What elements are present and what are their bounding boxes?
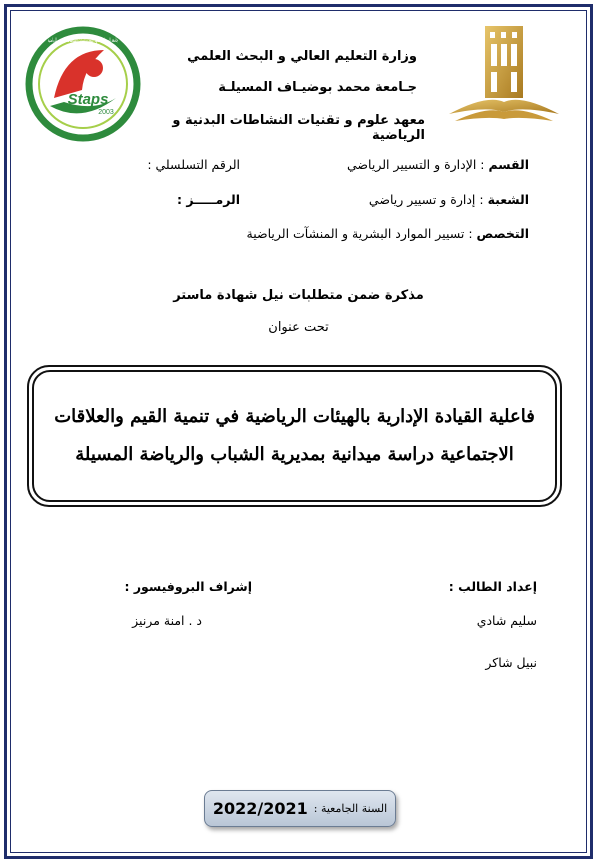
students-label: إعداد الطالب : bbox=[448, 579, 537, 594]
thesis-title-line1: فاعلية القيادة الإدارية بالهيئات الرياضية في تنمية القيم والعلاقات bbox=[54, 406, 535, 427]
specialty-label: التخصص bbox=[476, 226, 529, 241]
code-label: الرمـــــز : bbox=[177, 192, 240, 207]
supervisor-name: د . امنة مرنيز bbox=[132, 613, 202, 628]
serial-number-label: الرقم التسلسلي : bbox=[147, 157, 240, 172]
memo-under-title: تحت عنوان bbox=[268, 320, 329, 335]
student-name-1: سليم شادي bbox=[476, 613, 537, 628]
memo-requirement: مذكرة ضمن متطلبات نيل شهادة ماستر bbox=[173, 288, 424, 303]
thesis-title-line2: الاجتماعية دراسة ميدانية بمديرية الشباب والرياضة المسيلة bbox=[75, 444, 514, 465]
specialty-line bbox=[209, 226, 529, 241]
logo-ring-text: جامعة المسيلة - معهد علوم و تقنيات النشاطات البدنية و الرياضية bbox=[48, 37, 119, 44]
department-value: : الإدارة و التسيير الرياضي bbox=[347, 157, 485, 172]
branch-line bbox=[269, 192, 529, 207]
tower-logo bbox=[447, 24, 561, 124]
department-line bbox=[269, 157, 529, 172]
logo-year: 2003 bbox=[98, 109, 114, 116]
university-name: جـامعة محمد بوضيـاف المسيلـة bbox=[218, 80, 417, 95]
supervisor-label: إشراف البروفيسور : bbox=[124, 579, 252, 594]
branch-label: الشعبة bbox=[487, 192, 529, 207]
thesis-title-inner bbox=[32, 370, 557, 502]
logo-acronym: Staps bbox=[67, 91, 109, 108]
thesis-title-box bbox=[27, 365, 562, 507]
academic-year-box bbox=[204, 790, 396, 827]
academic-year-label: السنة الجامعية : bbox=[313, 802, 388, 815]
department-label: القسم bbox=[488, 157, 529, 172]
branch-value: : إدارة و تسيير رياضي bbox=[368, 192, 484, 207]
institute-name: معهد علوم و تقنيات النشاطات البدنية و الرياضية bbox=[172, 113, 425, 143]
academic-year-value: 2022/2021 bbox=[212, 799, 308, 818]
student-name-2: نبيل شاكر bbox=[485, 655, 537, 670]
specialty-value: : تسيير الموارد البشرية و المنشآت الرياضية bbox=[246, 226, 473, 241]
ministry-name: وزارة التعليم العالي و البحث العلمي bbox=[187, 49, 417, 64]
